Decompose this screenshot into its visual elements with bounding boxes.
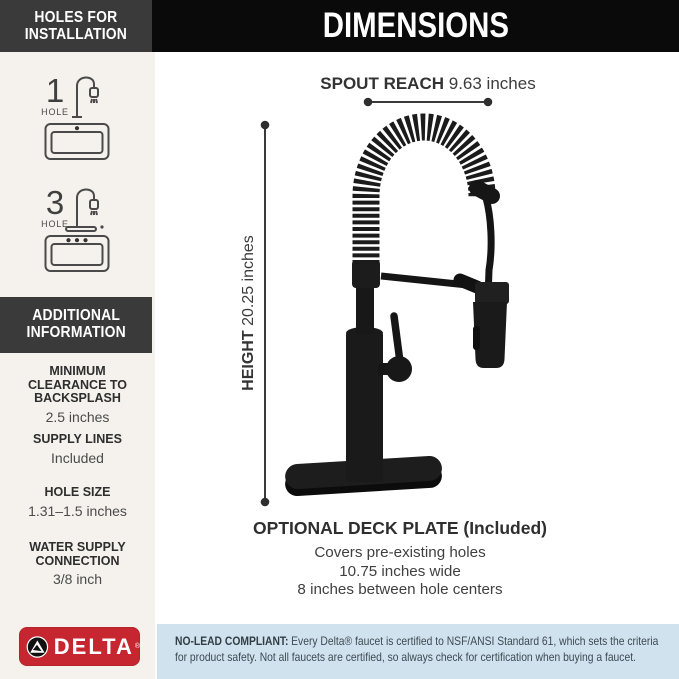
info-value: 3/8 inch: [52, 571, 103, 587]
spout-reach-label: SPOUT REACH 9.63 inches: [320, 74, 536, 93]
deck-plate-title: OPTIONAL DECK PLATE (Included): [253, 518, 547, 538]
compliance-text-body: Every Delta® faucet is certified to NSF/ANSI Standard 61, which sets the criteria for product safety. Not all faucets are certified, so always check for certification when buying a faucet.: [175, 635, 659, 664]
height-dimension-line: [261, 121, 270, 507]
additional-header-line1: ADDITIONAL: [32, 307, 120, 324]
height-label: HEIGHT 20.25 inches: [240, 235, 257, 391]
page-title: DIMENSIONS: [322, 6, 509, 45]
compliance-text: [175, 634, 666, 666]
spring-coil-pulldown-faucet-illustration: [230, 70, 530, 520]
info-value: 1.31–1.5 inches: [28, 502, 127, 519]
holes-header-line1: HOLES FOR: [34, 9, 118, 26]
spout-reach-dimension-line: [364, 98, 493, 107]
hole-label: HOLE: [41, 219, 69, 229]
delta-logo: [19, 627, 140, 666]
deck-plate-note: 10.75 inches wide: [339, 562, 461, 580]
registered-trademark: ®: [134, 643, 140, 650]
deck-plate-note: Covers pre-existing holes: [314, 544, 486, 561]
info-label: SUPPLY LINES: [33, 432, 122, 446]
info-label: MINIMUM CLEARANCE TO BACKSPLASH: [27, 364, 128, 405]
faucet-handle: [378, 316, 412, 382]
hole-option-1: [40, 72, 70, 117]
coil-outlet-and-hose: [477, 188, 492, 284]
sink-3-hole-icon: [44, 231, 110, 273]
info-item-supply-lines: [0, 433, 155, 466]
spray-head: [473, 282, 509, 368]
compliance-banner: [157, 624, 679, 679]
holes-for-installation-header: [0, 0, 152, 52]
spring-coil: [366, 127, 482, 264]
info-value: 2.5 inches: [45, 408, 110, 425]
info-item-hole-size: [0, 486, 155, 519]
holes-header-line2: INSTALLATION: [24, 26, 128, 44]
support-bar: [381, 276, 477, 287]
sink-1-hole-icon: [44, 119, 110, 161]
additional-information-header: [0, 297, 152, 353]
delta-triangle-icon: [26, 633, 49, 661]
info-label: WATER SUPPLY CONNECTION: [29, 540, 126, 568]
deck-plate-note: 8 inches between hole centers: [297, 581, 503, 598]
info-label: HOLE SIZE: [44, 485, 111, 499]
info-item-backsplash: [0, 365, 155, 425]
pulldown-faucet-deckplate-icon: [64, 183, 110, 233]
hole-label: HOLE: [41, 107, 69, 117]
dimensions-header: [152, 0, 679, 52]
hole-count: 3: [45, 184, 65, 221]
additional-header-line2: INFORMATION: [26, 324, 126, 342]
info-item-water-supply: [0, 541, 155, 587]
deck-plate-notes: [230, 518, 570, 600]
faucet-body: [346, 260, 383, 482]
delta-wordmark: DELTA: [53, 634, 134, 659]
hole-count: 1: [45, 72, 65, 109]
pulldown-faucet-icon: [68, 71, 106, 121]
info-value: Included: [51, 449, 104, 466]
compliance-text-bold: NO-LEAD COMPLIANT:: [175, 635, 289, 648]
